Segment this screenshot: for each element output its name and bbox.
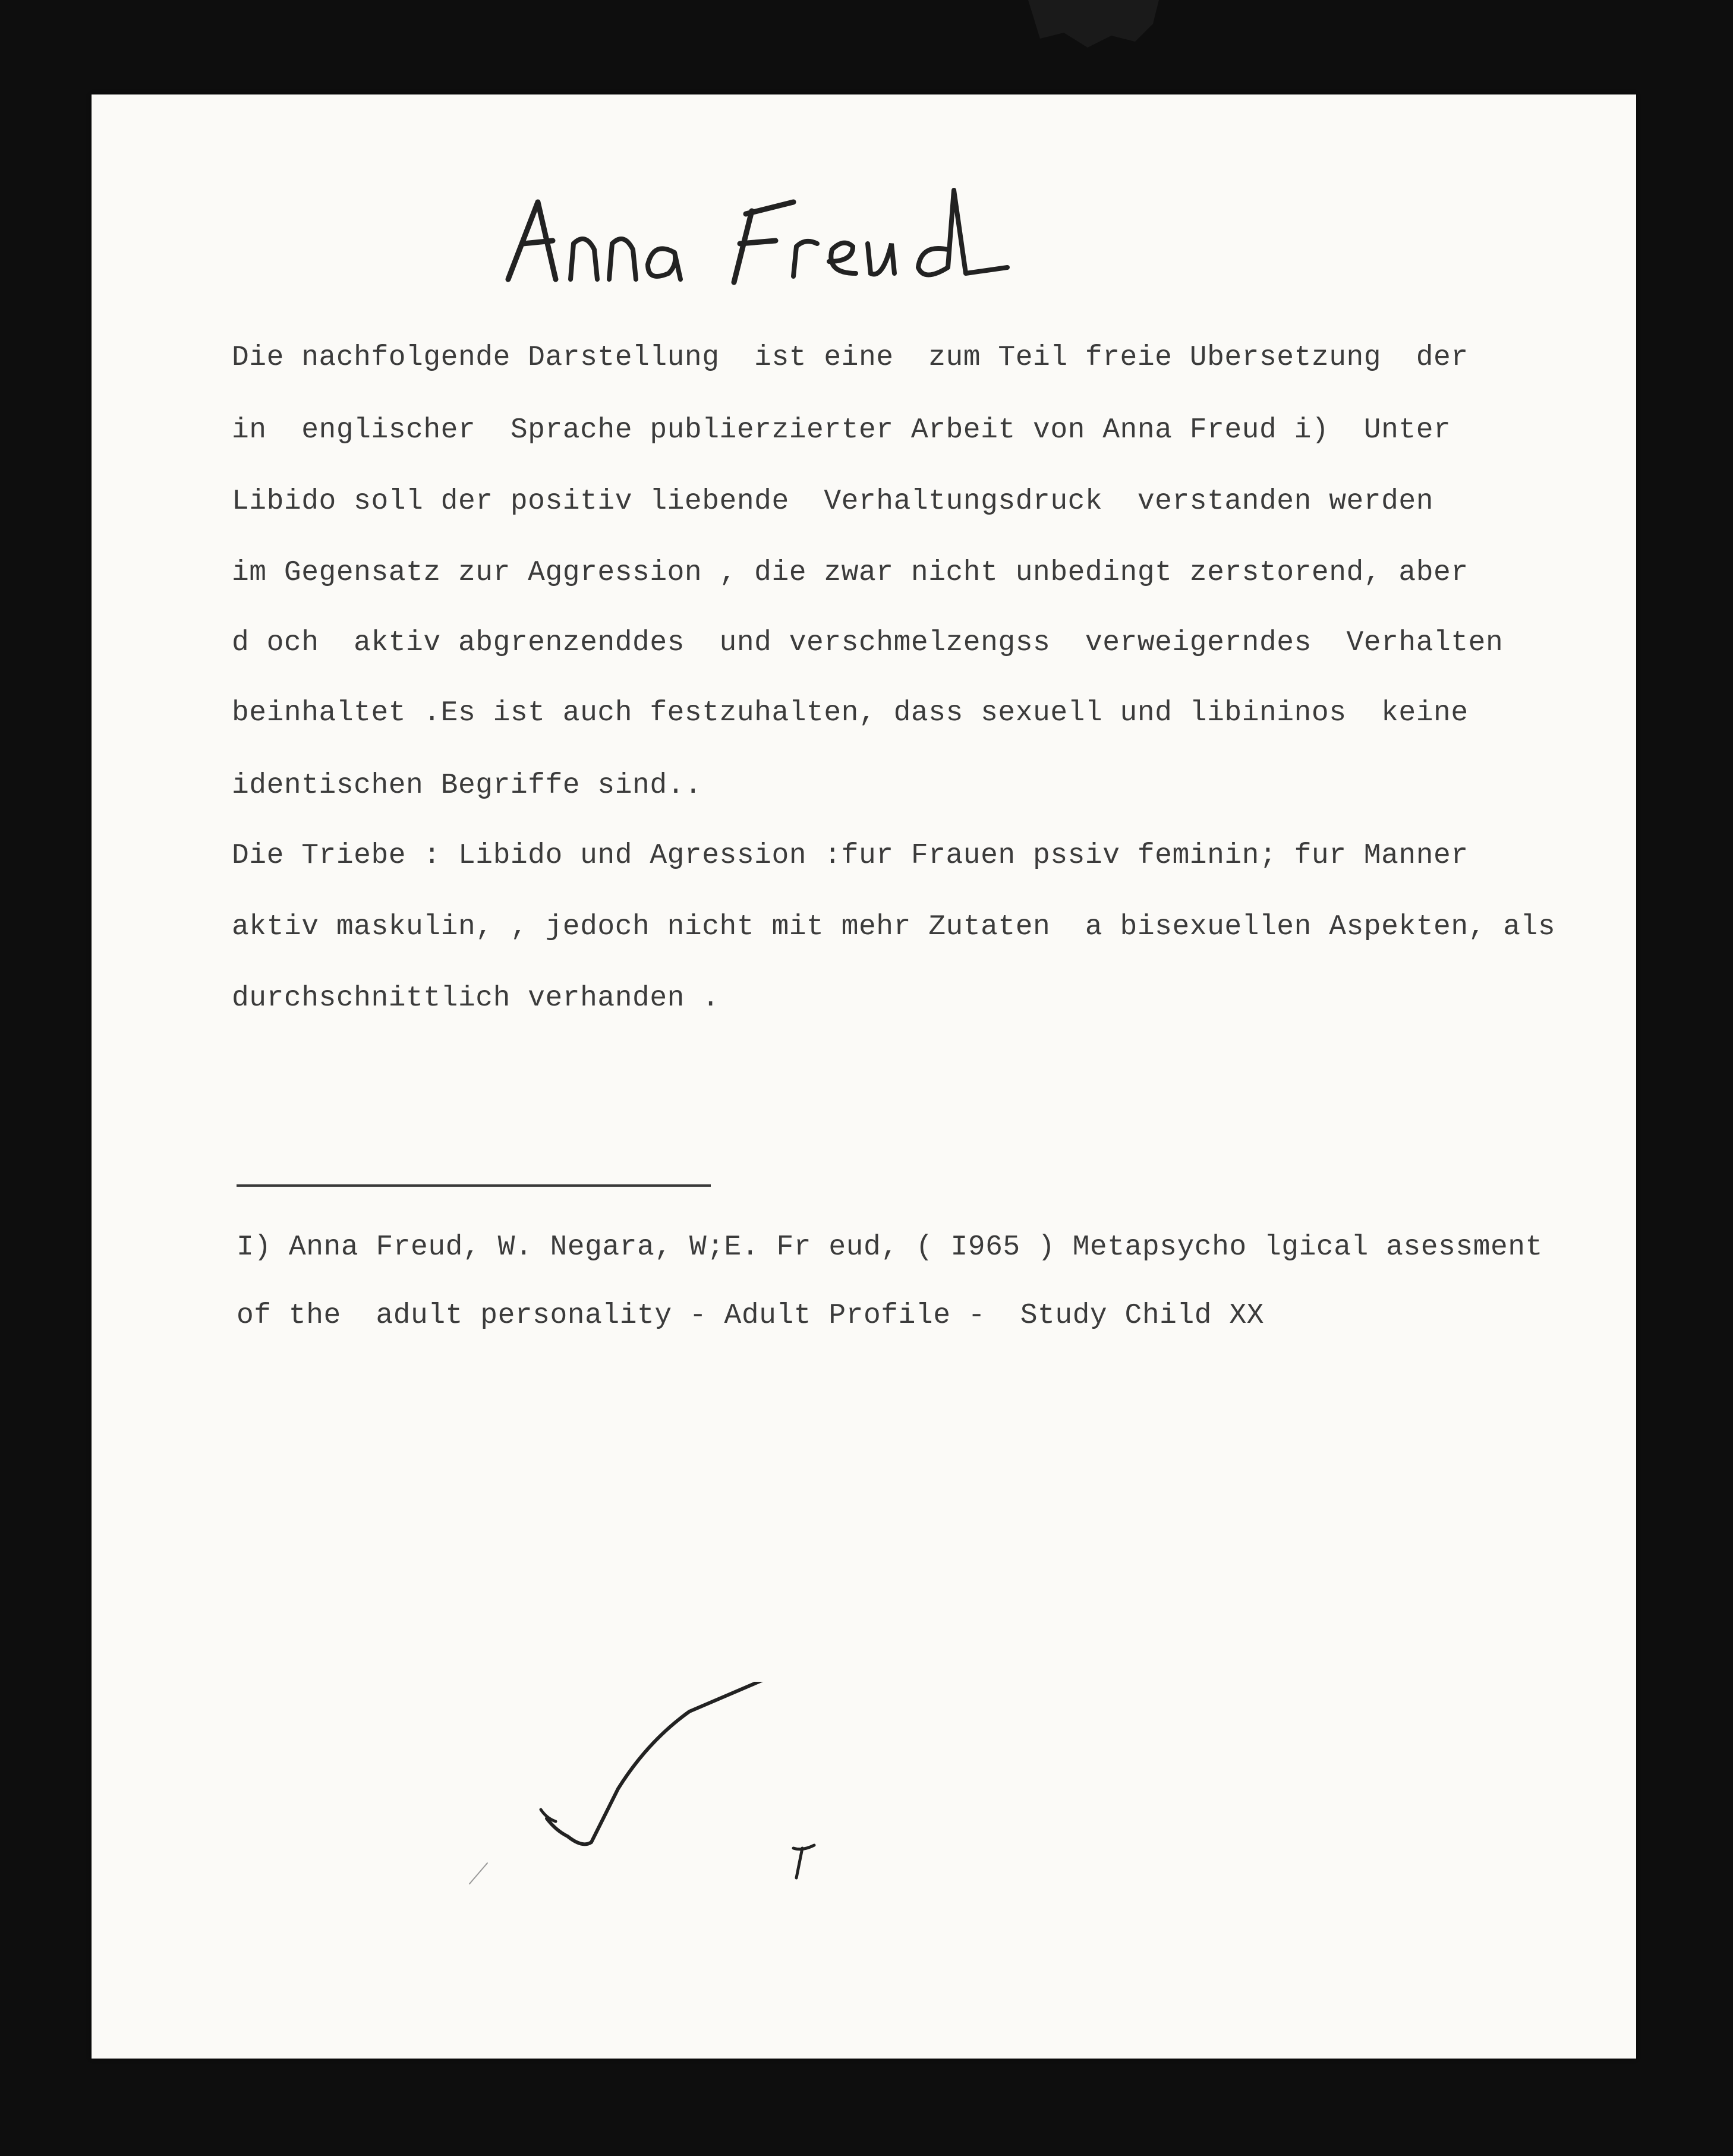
body-line: in englischer Sprache publierzierter Arbeit von Anna Freud i) Unter: [232, 414, 1451, 446]
handwritten-signature: [452, 1682, 880, 1931]
body-line: aktiv maskulin, , jedoch nicht mit mehr Zutaten a bisexuellen Aspekten, als: [232, 911, 1556, 943]
body-line: identischen Begriffe sind..: [232, 770, 702, 802]
body-line: durchschnittlich verhanden .: [232, 982, 720, 1014]
body-line: im Gegensatz zur Aggression , die zwar nicht unbedingt zerstorend, aber: [232, 557, 1469, 589]
body-line: Libido soll der positiv liebende Verhaltungsdruck verstanden werden: [232, 486, 1434, 518]
torn-edge-mark: [1022, 0, 1165, 53]
body-line: Die Triebe : Libido und Agression :fur Frauen pssiv feminin; fur Manner: [232, 840, 1469, 872]
footnote-divider: [237, 1184, 711, 1187]
body-line: Die nachfolgende Darstellung ist eine zum Teil freie Ubersetzung der: [232, 342, 1469, 374]
body-line: beinhaltet .Es ist auch festzuhalten, dass sexuell und libininos keine: [232, 697, 1469, 729]
footnote-line: I) Anna Freud, W. Negara, W;E. Fr eud, ( I965 ) Metapsycho lgical asessment: [237, 1231, 1543, 1263]
footnote-line: of the adult personality - Adult Profile - Study Child XX: [237, 1300, 1264, 1332]
body-line: d och aktiv abgrenzenddes und verschmelzengss verweigerndes Verhalten: [232, 627, 1504, 659]
handwritten-heading: [496, 178, 1019, 297]
